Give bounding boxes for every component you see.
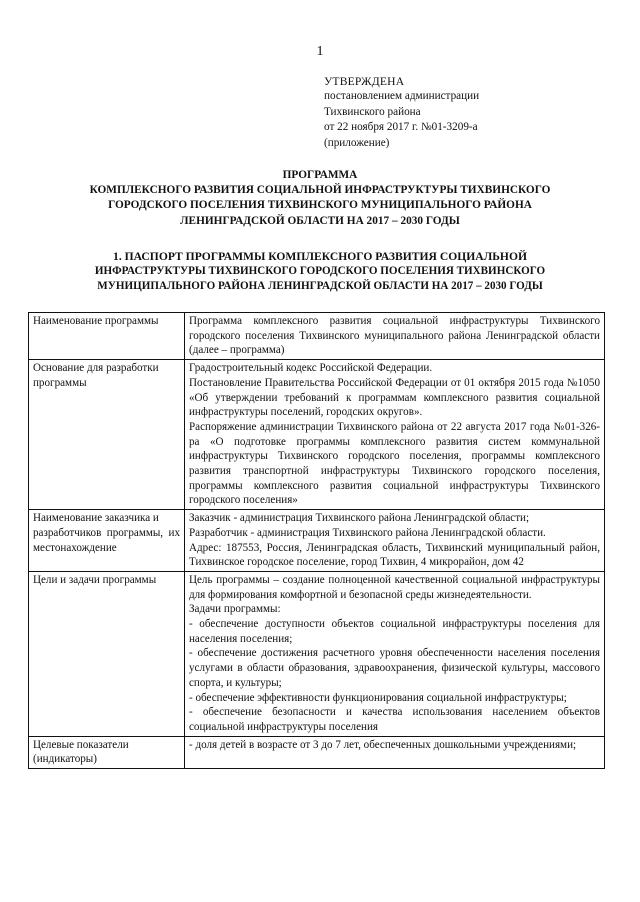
row-label-text: (индикаторы) (33, 753, 97, 766)
table-row (29, 571, 605, 736)
row-content-goals (185, 571, 605, 736)
row-label-text: Цели и задачи программы (33, 573, 157, 586)
approval-heading: УТВЕРЖДЕНА (324, 75, 405, 88)
program-title-line: ЛЕНИНГРАДСКОЙ ОБЛАСТИ НА 2017 – 2030 ГОДЫ (180, 214, 460, 227)
paragraph: - обеспечение эффективности функционирования социальной инфраструктуры; (189, 691, 567, 704)
section-heading-line: ИНФРАСТРУКТУРЫ ТИХВИНСКОГО ГОРОДСКОГО ПОСЕЛЕНИЯ ТИХВИНСКОГО (94, 265, 546, 277)
row-label-text: Наименование заказчика и (33, 512, 159, 525)
paragraph: - обеспечение достижения расчетного уровня обеспеченности населения поселения услугами в области образования, здравоохранения, физической культуры, массового спорта, и культуры; (189, 647, 600, 689)
row-label-text: Основание для разработки (33, 362, 159, 375)
paragraph: Адрес: 187553, Россия, Ленинградская область, Тихвинский муниципальный район, Тихвинское городское поселение, город Тихвин, 4 микрорайон, дом 42 (189, 541, 600, 569)
paragraph: Заказчик - администрация Тихвинского района Ленинградской области; (189, 512, 530, 525)
page-number: 1 (316, 44, 324, 59)
row-label-customer (29, 510, 185, 572)
program-title-line: ПРОГРАММА (282, 169, 358, 181)
approval-stamp (324, 74, 479, 151)
row-label-indicators (29, 736, 185, 768)
row-label-basis (29, 360, 185, 510)
row-content-program-name (185, 313, 605, 360)
paragraph: Цель программы – создание полноценной качественной социальной инфраструктуры для формирования комфортной и безопасной среды жизнедеятельности. (189, 573, 600, 601)
paragraph: - обеспечение безопасности и качества использования населением объектов социальной инфраструктуры поселения (189, 706, 600, 733)
row-label-goals (29, 571, 185, 736)
row-content-basis (185, 360, 605, 510)
table-row (29, 360, 605, 510)
program-title-line: КОМПЛЕКСНОГО РАЗВИТИЯ СОЦИАЛЬНОЙ ИНФРАСТРУКТУРЫ ТИХВИНСКОГО (89, 184, 551, 197)
paragraph: Задачи программы: (189, 603, 281, 616)
approval-line: Тихвинского района (324, 105, 421, 118)
paragraph: Разработчик - администрация Тихвинского района Ленинградской области. (189, 526, 546, 539)
paragraph: Программа комплексного развития социальной инфраструктуры Тихвинского городского поселения Тихвинского муниципального района Ленинградской области (далее – программа) (189, 315, 600, 357)
table-row (29, 736, 605, 768)
table-row (29, 510, 605, 572)
section-heading-line: МУНИЦИПАЛЬНОГО РАЙОНА ЛЕНИНГРАДСКОЙ ОБЛАСТИ НА 2017 – 2030 ГОДЫ (97, 280, 543, 292)
row-label-text: Целевые показатели (33, 738, 129, 751)
paragraph: Постановление Правительства Российской Федерации от 01 октября 2015 года №1050 «Об утверждении требований к программам комплексного развития социальной инфраструктуры поселений, городских округов». (189, 376, 600, 419)
row-label-text: программы (33, 376, 87, 389)
approval-line: от 22 ноября 2017 г. №01-3209-а (324, 121, 478, 134)
row-content-indicators (185, 736, 605, 768)
program-title-line: ГОРОДСКОГО ПОСЕЛЕНИЯ ТИХВИНСКОГО МУНИЦИПАЛЬНОГО РАЙОНА (108, 199, 532, 212)
passport-table (28, 312, 605, 769)
row-label-program-name (29, 313, 185, 360)
row-label-text: Наименование программы (33, 315, 159, 327)
paragraph: Градостроительный кодекс Российской Федерации. (189, 362, 433, 375)
approval-line: постановлением администрации (324, 90, 480, 103)
approval-line: (приложение) (324, 136, 390, 149)
table-row (29, 313, 605, 360)
row-label-text: разработчиков программы, их местонахождение (33, 526, 180, 554)
row-content-customer (185, 510, 605, 572)
paragraph: - доля детей в возрасте от 3 до 7 лет, обеспеченных дошкольными учреждениями; (189, 738, 577, 751)
section-heading (30, 249, 610, 294)
paragraph: - обеспечение доступности объектов социальной инфраструктуры поселения для населения поселения; (189, 618, 600, 645)
paragraph: Распоряжение администрации Тихвинского района от 22 августа 2017 года №01-326-ра «О подготовке программы комплексного развития систем коммунальной инфраструктуры Тихвинского городского поселения, программы комплексного развития транспортной инфраструктуры Тихвинского городского поселения, программы комплексного развития социальной инфраструктуры Тихвинского городского поселения» (189, 420, 600, 507)
section-heading-line: 1. ПАСПОРТ ПРОГРАММЫ КОМПЛЕКСНОГО РАЗВИТИЯ СОЦИАЛЬНОЙ (113, 250, 527, 263)
program-title (30, 168, 610, 229)
